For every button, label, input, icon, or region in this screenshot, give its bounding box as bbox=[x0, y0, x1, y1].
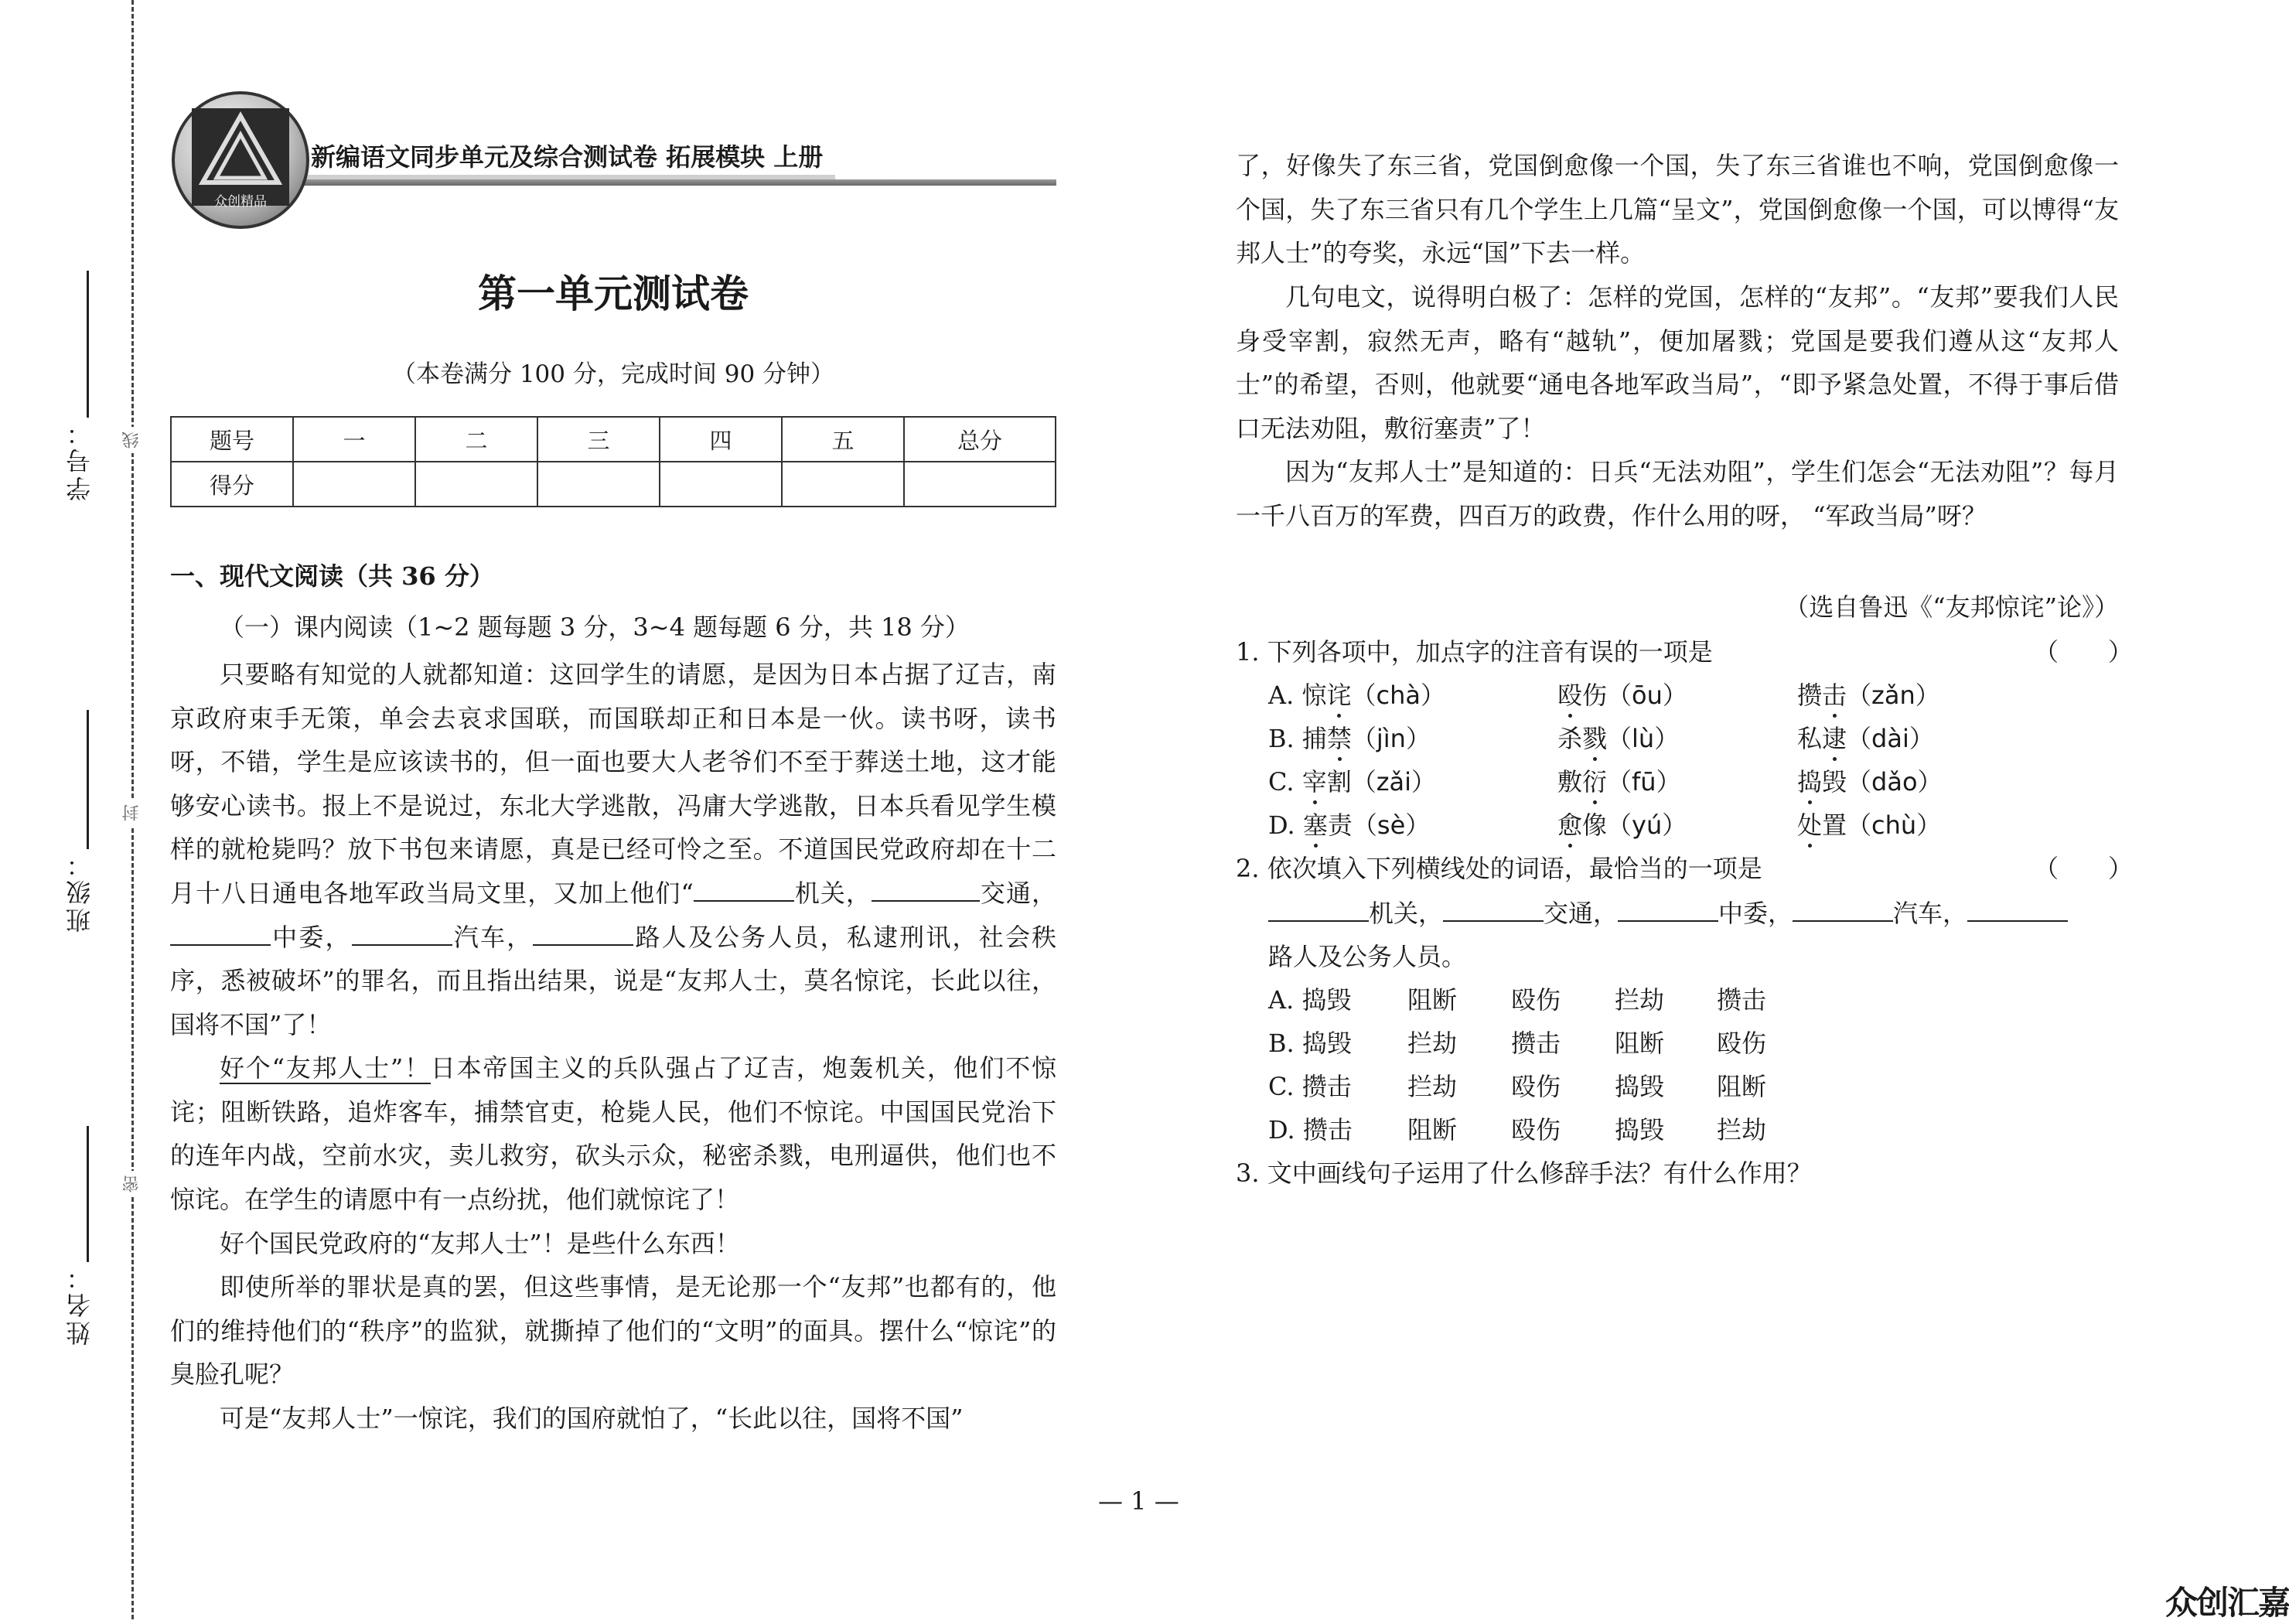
q2-option-word: 攒击 bbox=[1511, 1029, 1561, 1058]
class-label: 班级： bbox=[65, 849, 94, 933]
q2-option-word: 阻断 bbox=[1407, 1115, 1458, 1145]
q2-option-b[interactable]: B. 捣毁 bbox=[1268, 1029, 1352, 1058]
q1-option-d-word2: 愈像（yú） bbox=[1557, 810, 1687, 840]
section-heading: 一、现代文阅读（共 36 分） bbox=[170, 561, 494, 591]
exam-info: （本卷满分 100 分，完成时间 90 分钟） bbox=[391, 360, 835, 388]
q1-option-a[interactable]: A. 惊诧（chà） bbox=[1268, 681, 1445, 710]
q2-option-word: 拦劫 bbox=[1407, 1072, 1458, 1101]
score-input-cell[interactable] bbox=[537, 462, 660, 507]
score-cell: 二 bbox=[415, 417, 537, 462]
score-table-score-row bbox=[171, 462, 1056, 507]
page-title: 第一单元测试卷 bbox=[478, 271, 749, 316]
q2-option-word: 拦劫 bbox=[1717, 1115, 1767, 1145]
cut-mark-xian: 线 bbox=[119, 427, 145, 453]
q1-option-c-word3: 捣毁（dǎo） bbox=[1797, 767, 1943, 797]
score-input-cell[interactable] bbox=[415, 462, 537, 507]
q2-option-word: 阻断 bbox=[1717, 1072, 1767, 1101]
q1-option-c-word2: 敷衍（fū） bbox=[1557, 767, 1681, 797]
cut-mark-mi: 密 bbox=[119, 1171, 145, 1197]
q2-fill-line: 机关， 交通， 中委， 汽车， bbox=[1268, 894, 2068, 930]
question-1-stem: 1. 下列各项中，加点字的注音有误的一项是 bbox=[1236, 637, 1713, 667]
q1-option-b-word2: 杀戮（lù） bbox=[1557, 724, 1680, 753]
q1-option-d[interactable]: D. 塞责（sè） bbox=[1268, 810, 1431, 840]
logo-text: 众创精品 bbox=[214, 194, 267, 210]
q2-option-a[interactable]: A. 捣毁 bbox=[1268, 985, 1352, 1015]
score-cell: 一 bbox=[293, 417, 415, 462]
q2-option-word: 拦劫 bbox=[1615, 985, 1665, 1015]
name-line bbox=[87, 1126, 89, 1262]
sub-section-heading: （一）课内阅读（1~2 题每题 3 分，3~4 题每题 6 分，共 18 分） bbox=[220, 612, 970, 642]
passage-paragraph: 好个“友邦人士”！日本帝国主义的兵队强占了辽吉，炮轰机关，他们不惊诧；阻断铁路，追炸客车，捕禁官吏，枪毙人民，他们不惊诧。中国国民党治下的连年内战，空前水灾，卖儿救穷，砍头示众，秘密杀戮，电刑逼供，他们也不惊诧。在学生的请愿中有一点纷扰，他们就惊诧了！ bbox=[170, 1053, 1056, 1214]
q2-option-word: 殴伤 bbox=[1511, 1072, 1561, 1101]
passage-paragraph: 只要略有知觉的人就都知道：这回学生的请愿，是因为日本占据了辽吉，南京政府束手无策，单会去哀求国联，而国联却正和日本是一伙。读书呀，读书呀，不错，学生是应该读书的，但一面也要大人老爷们不至于葬送土地，这才能够安心读书。报上不是说过，东北大学逃散，冯庸大学逃散，日本兵看见学生模样的就枪毙吗？放下书包来请愿，真是已经可怜之至。不道国民党政府却在十二月十八日通电各地军政当局文里，又加上他们“ 机关， 交通，中委， 汽车， 路人及公务人员，私逮刑讯，社会秩序，悉被破坏”的罪名，而且指出结果，说是“友邦人士，莫名惊诧，长此以往，国将不国”了！ bbox=[170, 660, 1056, 1039]
q2-option-word: 殴伤 bbox=[1511, 985, 1561, 1015]
score-input-cell[interactable] bbox=[904, 462, 1056, 507]
q2-option-word: 殴伤 bbox=[1511, 1115, 1561, 1145]
score-table-header-row bbox=[171, 417, 1056, 462]
student-id-label: 学号： bbox=[65, 418, 94, 501]
q2-option-word: 殴伤 bbox=[1717, 1029, 1767, 1058]
question-2-answer-box[interactable]: （ ） bbox=[2034, 854, 2134, 883]
cut-mark-feng: 封 bbox=[119, 800, 145, 826]
underlined-sentence: 好个“友邦人士”！ bbox=[220, 1053, 431, 1083]
source-citation: （选自鲁迅《“友邦惊诧”论》） bbox=[1784, 592, 2119, 622]
score-cell: 五 bbox=[782, 417, 904, 462]
q1-option-b[interactable]: B. 捕禁（jìn） bbox=[1268, 724, 1431, 753]
q2-fill-tail: 路人及公务人员。 bbox=[1268, 942, 1467, 971]
score-input-cell[interactable] bbox=[782, 462, 904, 507]
passage-paragraph: 了，好像失了东三省，党国倒愈像一个国，失了东三省谁也不响，党国倒愈像一个国，失了东三省只有几个学生上几篇“呈文”，党国倒愈像一个国，可以博得“友邦人士”的夸奖，永远“国”下去一样。 bbox=[1236, 151, 2119, 268]
q2-option-d[interactable]: D. 攒击 bbox=[1268, 1115, 1353, 1145]
score-table bbox=[170, 416, 1056, 507]
question-3-stem: 3. 文中画线句子运用了什么修辞手法？有什么作用？ bbox=[1236, 1158, 1812, 1188]
score-cell: 题号 bbox=[171, 417, 293, 462]
q2-option-word: 阻断 bbox=[1407, 985, 1458, 1015]
q2-option-word: 阻断 bbox=[1615, 1029, 1665, 1058]
score-cell: 四 bbox=[660, 417, 782, 462]
score-cell: 三 bbox=[537, 417, 660, 462]
q2-option-word: 捣毁 bbox=[1615, 1072, 1665, 1101]
question-3-answer-area[interactable] bbox=[1268, 1199, 2119, 1431]
page-number: — 1 — bbox=[1098, 1486, 1179, 1516]
name-label: 姓名： bbox=[65, 1262, 94, 1346]
q2-option-word: 攒击 bbox=[1717, 985, 1767, 1015]
passage-paragraph: 几句电文，说得明白极了：怎样的党国，怎样的“友邦”。“友邦”要我们人民身受宰割，寂然无声，略有“越轨”，便加屠戮；党国是要我们遵从这“友邦人士”的希望，否则，他就要“通电各地军政当局”，“即予紧急处置，不得于事后借口无法劝阻，敷衍塞责”了！ bbox=[1236, 282, 2119, 443]
q1-option-a-word2: 殴伤（ōu） bbox=[1557, 681, 1687, 710]
q1-option-a-word3: 攒击（zǎn） bbox=[1797, 681, 1940, 710]
score-input-cell[interactable] bbox=[293, 462, 415, 507]
passage-paragraph: 好个国民党政府的“友邦人士”！是些什么东西！ bbox=[220, 1229, 740, 1258]
score-cell: 总分 bbox=[904, 417, 1056, 462]
header-rule bbox=[278, 179, 1056, 186]
passage-paragraph: 因为“友邦人士”是知道的：日兵“无法劝阻”，学生们怎会“无法劝阻”？每月一千八百万的军费，四百万的政费，作什么用的呀， “军政当局”呀？ bbox=[1236, 457, 2119, 531]
publisher-logo bbox=[172, 91, 309, 229]
q2-option-word: 拦劫 bbox=[1407, 1029, 1458, 1058]
score-input-cell[interactable] bbox=[660, 462, 782, 507]
class-line bbox=[87, 710, 89, 849]
score-cell: 得分 bbox=[171, 462, 293, 507]
passage-paragraph: 可是“友邦人士”一惊诧，我们的国府就怕了，“长此以往，国将不国” bbox=[220, 1404, 964, 1433]
q1-option-c[interactable]: C. 宰割（zǎi） bbox=[1268, 767, 1437, 797]
q1-option-d-word3: 处置（chù） bbox=[1797, 810, 1942, 840]
watermark: 众创汇嘉 bbox=[2165, 1584, 2289, 1622]
question-1-answer-box[interactable]: （ ） bbox=[2034, 637, 2134, 667]
q1-option-b-word3: 私逮（dài） bbox=[1797, 724, 1934, 753]
student-id-line bbox=[87, 271, 89, 418]
passage-paragraph: 即使所举的罪状是真的罢，但这些事情，是无论那一个“友邦”也都有的，他们的维持他们的“秩序”的监狱，就撕掉了他们的“文明”的面具。摆什么“惊诧”的臭脸孔呢？ bbox=[170, 1272, 1056, 1390]
series-title: 新编语文同步单元及综合测试卷 拓展模块 上册 bbox=[311, 142, 824, 172]
q2-option-word: 捣毁 bbox=[1615, 1115, 1665, 1145]
q2-option-c[interactable]: C. 攒击 bbox=[1268, 1072, 1352, 1101]
question-2-stem: 2. 依次填入下列横线处的词语，最恰当的一项是 bbox=[1236, 854, 1762, 883]
